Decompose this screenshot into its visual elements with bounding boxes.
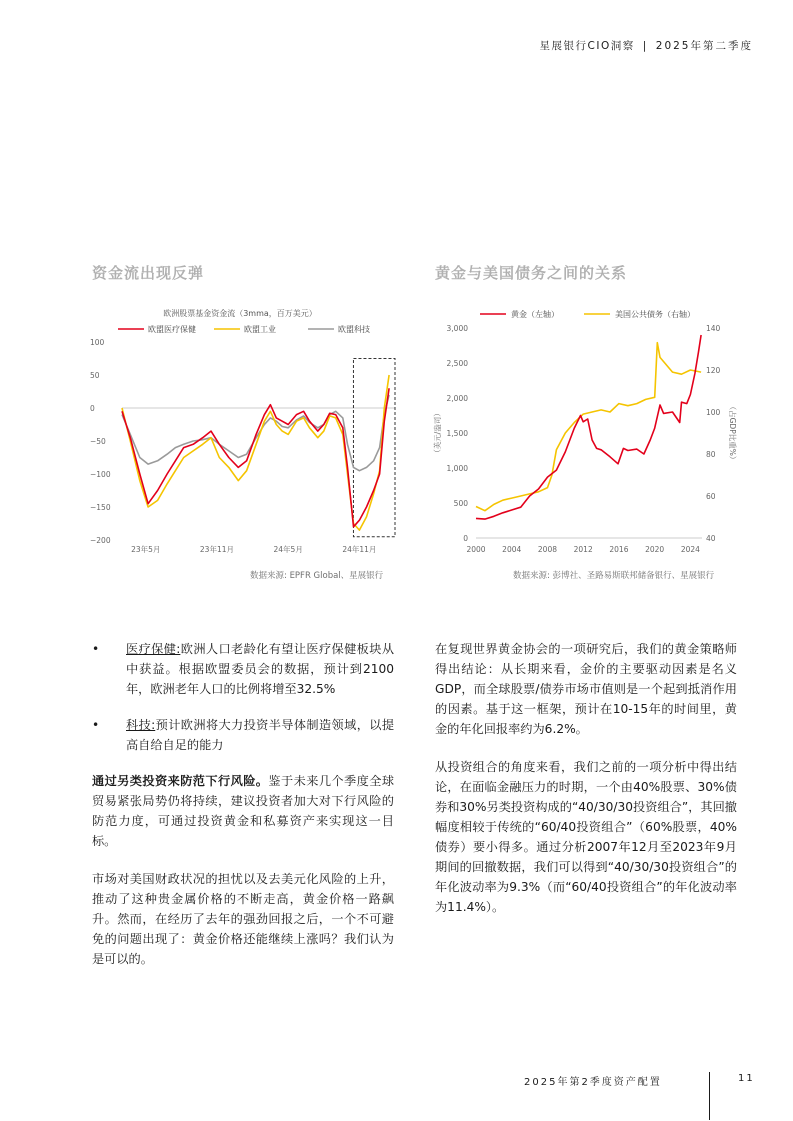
chart2-legend-label: 黄金（左轴） [511,310,559,319]
chart2-y-left-tick: 0 [463,534,468,543]
header-separator: | [642,40,648,52]
chart2-x-tick-label: 2016 [609,545,629,554]
paragraph-portfolio: 从投资组合的角度来看，我们之前的一项分析中得出结论，在面临金融压力的时期，一个由40%股票、30%债券和30%另类投资构成的“40/30/30投资组合”，其回撤幅度相较于传统的“60/40投资组合”（60%股票，40%债券）要小得多。通过分析2007年12月至2023年9月期间的回撤数据，我们可以得到“40/30/30投资组合”的年化波动率为9.3%（而“60/40投资组合”的年化波动率为11.4%）。 [435,760,737,914]
paragraph-alternatives [92,771,394,851]
chart2-y-right-tick: 60 [706,492,716,501]
chart2-y-right-tick: 140 [706,324,721,333]
chart2-x-tick-label: 2012 [573,545,593,554]
fund-flow-chart [90,298,410,563]
chart2-x-tick-label: 2000 [466,545,486,554]
chart1-legend-label: 欧盟医疗保健 [148,325,196,334]
chart2-y-right-tick: 80 [706,450,716,459]
chart2-legend [480,309,695,319]
chart1-legend-label: 欧盟工业 [244,325,276,334]
header-quarter: 2025年第二季度 [655,40,753,52]
bullet-dot: • [92,642,100,656]
footer-title: 2025年第2季度资产配置 [524,1077,662,1088]
chart1-y-tick-label: −150 [90,503,111,512]
chart2-series-gold [476,335,701,519]
left-chart-source: 数据来源: EPFR Global、星展银行 [250,571,384,581]
bullet-tech [92,715,394,755]
chart2-y-right-tick: 40 [706,534,716,543]
paragraph-gold-study: 在复现世界黄金协会的一项研究后，我们的黄金策略师得出结论：从长期来看，金价的主要驱动因素是名义GDP，而全球股票/债券市场市值则是一个起到抵消作用的因素。基于这一框架，预计在10-15年的时间里，黄金的年化回报率约为6.2%。 [435,642,737,736]
chart2-y-left-tick: 500 [453,499,468,508]
chart2-y-right-tick: 100 [706,408,721,417]
chart1-x-tick-label: 24年5月 [273,545,303,554]
chart2-x-tick-label: 2020 [645,545,665,554]
chart1-series-line [122,395,389,471]
right-text-column [435,639,737,935]
bullet-dot: • [92,718,100,732]
chart2-y-left-tick: 2,000 [446,394,468,403]
chart1-y-tick-label: −200 [90,536,111,545]
chart1-x-tick-label: 24年11月 [342,545,377,554]
gold-debt-chart-svg [430,298,750,563]
chart1-y-tick-label: −50 [90,437,106,446]
footer-divider [709,1072,710,1120]
chart2-x-tick-label: 2024 [680,545,700,554]
right-chart-source: 数据来源: 彭博社、圣路易斯联邦储备银行、星展银行 [513,571,715,581]
chart1-x-tick-label: 23年11月 [199,545,235,554]
chart2-legend-label: 美国公共债务（右轴） [615,310,695,319]
bullet-text-tech: 预计欧洲将大力投资半导体制造领域，以提高自给自足的能力 [126,718,395,752]
paragraph-gold: 市场对美国财政状况的担忧以及去美元化风险的上升，推动了这种贵金属价格的不断走高，黄金价格一路飙升。然而，在经历了去年的强劲回报之后，一个不可避免的问题出现了：黄金价格还能继续上涨吗？我们认为是可以的。 [92,872,394,966]
gold-debt-chart [430,298,750,563]
paragraph-body: 鉴于未来几个季度全球贸易紧张局势仍将持续，建议投资者加大对下行风险的防范力度，可通过投资黄金和私募资产来实现这一目标。 [92,774,395,848]
chart2-y-left-tick: 1,500 [446,429,468,438]
left-text-column [92,639,394,987]
chart1-y-tick-label: 100 [90,338,105,347]
right-chart-title: 黄金与美国债务之间的关系 [435,264,628,282]
chart2-y-left-tick: 3,000 [446,324,468,333]
chart2-y-left-tick: 1,000 [446,464,468,473]
chart2-y-right-label: （占GDP比重%） [728,402,737,464]
bullet-key-healthcare: 医疗保健: [126,642,181,656]
chart2-y-left-tick: 2,500 [446,359,468,368]
bullet-text-healthcare: 欧洲人口老龄化有望让医疗保健板块从中获益。根据欧盟委员会的数据，预计到2100年，欧洲老年人口的比例将增至32.5% [126,642,395,696]
chart2-axes [432,324,738,554]
chart1-x-tick-label: 23年5月 [131,545,161,554]
paragraph-lead: 通过另类投资来防范下行风险。 [92,774,269,788]
left-chart-title: 资金流出现反弹 [92,264,205,282]
chart1-lines [122,375,389,530]
page-number: 11 [738,1073,755,1084]
chart1-highlight-box [353,359,395,537]
header-brand: 星展银行CIO洞察 [539,40,635,52]
bullet-key-tech: 科技: [126,718,156,732]
chart1-legend-label: 欧盟科技 [338,325,370,334]
chart2-y-right-tick: 120 [706,366,721,375]
chart2-x-tick-label: 2004 [502,545,522,554]
chart2-y-left-label: （美元/盎司） [433,409,442,457]
chart1-title: 欧洲股票基金资金流（3mma，百万美元） [163,309,317,318]
chart2-x-tick-label: 2008 [537,545,558,554]
bullet-healthcare [92,639,394,699]
fund-flow-chart-svg [90,298,410,563]
chart1-y-tick-label: 50 [90,371,100,380]
chart2-lines [476,335,701,519]
chart1-y-tick-label: −100 [90,470,111,479]
chart1-legend [118,324,370,334]
page-header [540,38,753,53]
chart1-y-tick-label: 0 [90,404,95,413]
